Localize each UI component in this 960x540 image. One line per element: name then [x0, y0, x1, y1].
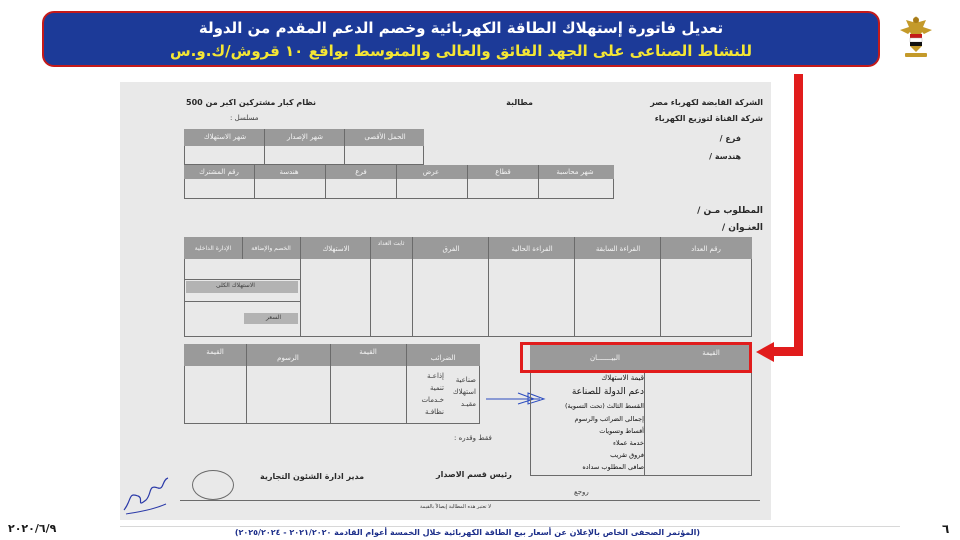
- taxes-value-header: القيمة: [359, 348, 377, 356]
- fee-item-4: نظافـة: [425, 408, 444, 416]
- price-label: السعر: [266, 314, 282, 321]
- required-from-label: المطلوب مـن /: [697, 206, 763, 216]
- statement-value-header: القيمة: [702, 349, 720, 357]
- item-consumption-value: قيمة الاستهلاك: [601, 374, 644, 382]
- connector-horizontal: [772, 347, 803, 356]
- reviewed-label: روجع: [574, 488, 589, 496]
- th-internal-admin: الإدارة الداخلية: [194, 245, 232, 252]
- fee-item-2: تنمية: [430, 384, 444, 392]
- issue-month-header: شهر الإصدار: [286, 133, 324, 141]
- item-net-due: صافى المطلوب سداده: [582, 463, 644, 471]
- item-state-support: دعم الدولة للصناعة: [571, 387, 644, 397]
- commercial-manager-label: مدير ادارة الشئون التجارية: [260, 472, 365, 481]
- page-number: ٦: [942, 522, 950, 536]
- stamp-circle: [192, 470, 234, 500]
- item-total-taxes: إجمالى الضرائب والرسوم: [574, 415, 644, 423]
- item-third-installment: القسط الثالث (تحت التسوية): [565, 402, 644, 410]
- th-current-reading: القراءة الحالية: [511, 245, 553, 253]
- fee-item-1: إذاعـة: [427, 372, 444, 380]
- tax-item-3: مقيـد: [460, 400, 476, 408]
- system-label: نظام كبار مشتركين اكبر من 500: [186, 98, 317, 107]
- company-name-2: شركة القناة لتوزيع الكهرباء: [654, 114, 763, 123]
- claim-label: مطالبة: [506, 98, 533, 107]
- fees-header: الرسوم: [277, 354, 299, 362]
- header-sector: قطاع: [495, 168, 511, 176]
- item-rounding: فروق تقريب: [610, 451, 644, 459]
- title-banner: [42, 11, 880, 67]
- fee-item-3: خـدمات: [421, 396, 444, 404]
- th-consumption: الاستهلاك: [322, 245, 350, 253]
- header-width: عرض: [422, 168, 440, 176]
- invoice-note: لا تعتبر هذه المطالبة إيصالاً بالقيمة: [420, 504, 491, 510]
- branch-label: فرع /: [719, 134, 741, 143]
- th-meter-constant: ثابت العداد: [377, 240, 405, 247]
- header-engineering: هندسة: [279, 168, 299, 176]
- taxes-header: الضرائب: [430, 354, 456, 362]
- footer-divider: [120, 526, 900, 527]
- header-branch: فرع: [355, 168, 367, 176]
- statement-header: البيـــــــان: [590, 354, 620, 362]
- th-difference: الفرق: [442, 245, 460, 253]
- scanned-invoice: [120, 82, 771, 520]
- tax-item-2: استهلاك: [452, 388, 476, 396]
- item-customer-service: خدمة عملاء: [612, 439, 644, 447]
- serial-label: مسلسل :: [230, 114, 259, 122]
- subscriber-no-header: رقم المشترك: [199, 168, 239, 176]
- header-accounting-month: شهر محاسبة: [556, 168, 594, 176]
- total-consumption-label: الاستهلاك الكلى: [216, 282, 255, 289]
- company-name-1: الشركة القابضة لكهرباء مصر: [650, 98, 763, 107]
- item-installments: أقساط وتسويات: [599, 427, 644, 435]
- arrow-head-icon: [756, 342, 774, 362]
- only-amount-label: فقط وقدره :: [454, 434, 492, 442]
- issue-head-label: رئيس قسم الاصدار: [436, 470, 512, 479]
- th-discount-addition: الخصم والإضافة: [251, 245, 291, 252]
- address-label: العنـوان /: [721, 223, 763, 233]
- egypt-eagle-emblem-icon: [896, 12, 936, 62]
- th-previous-reading: القراءة السابقة: [595, 245, 641, 253]
- engineering-label: هندسة /: [709, 152, 741, 161]
- title-line-1: تعديل فاتورة إستهلاك الطاقة الكهربائية وخصم الدعم المقدم من الدولة: [198, 19, 724, 37]
- footer-conference: (المؤتمر الصحفى الخاص بالإعلان عن أسعار بيع الطاقة الكهربائية خلال الخمسة أعوام القادمة ٢٠٢١/٢٠٢٠ - ٢٠٢٥/٢٠٢٤): [234, 528, 700, 537]
- connector-vertical: [794, 74, 803, 356]
- tax-item-1: صناعية: [455, 376, 476, 384]
- consumption-month-header: شهر الاستهلاك: [203, 133, 247, 141]
- max-load-header: الحمل الأقصى: [364, 133, 406, 141]
- signature-icon: [118, 470, 174, 518]
- th-meter-no: رقم العداد: [691, 245, 721, 253]
- footer-date: ٢٠٢٠/٦/٩: [8, 522, 57, 535]
- title-line-2: للنشاط الصناعى على الجهد الفائق والعالى والمتوسط بواقع ١٠ قروش/ك.و.س: [169, 42, 753, 60]
- fees-value-header: القيمة: [206, 348, 224, 356]
- highlight-box: [520, 342, 752, 373]
